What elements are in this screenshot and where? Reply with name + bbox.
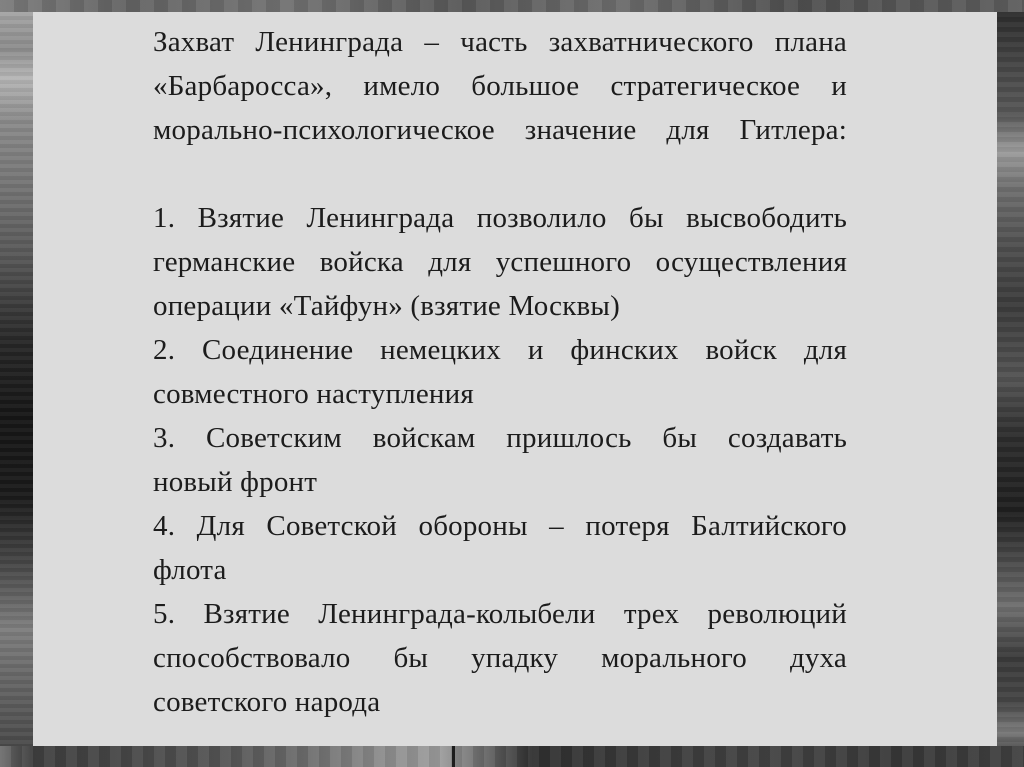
backdrop-bottom-seam	[452, 746, 455, 767]
text-line: флота	[153, 554, 227, 586]
backdrop-bottom-strip	[0, 746, 1024, 767]
text-line: 2. Соединение немецких и финских войск для	[153, 334, 847, 366]
backdrop-top-strip	[0, 0, 1024, 12]
text-line: 1. Взятие Ленинграда позволило бы высвободить	[153, 202, 847, 234]
slide-text	[153, 20, 847, 724]
text-line: Захват Ленинграда – часть захватнического плана	[153, 26, 847, 58]
text-line: совместного наступления	[153, 378, 474, 410]
text-line: 4. Для Советской обороны – потеря Балтийского	[153, 510, 847, 542]
text-line: морально-психологическое значение для Гитлера:	[153, 114, 847, 146]
blank-line	[153, 152, 847, 196]
text-line: «Барбаросса», имело большое стратегическое и	[153, 70, 847, 102]
backdrop-left-strip	[0, 12, 33, 746]
text-line: 5. Взятие Ленинграда-колыбели трех революций	[153, 598, 847, 630]
text-line: новый фронт	[153, 466, 318, 498]
backdrop-right-strip	[997, 12, 1024, 746]
slide-content-box	[33, 12, 997, 746]
text-line: способствовало бы упадку морального духа	[153, 642, 847, 674]
text-line: 3. Советским войскам пришлось бы создавать	[153, 422, 847, 454]
text-line: операции «Тайфун» (взятие Москвы)	[153, 290, 620, 322]
text-line: советского народа	[153, 686, 381, 718]
text-line: германские войска для успешного осуществления	[153, 246, 847, 278]
